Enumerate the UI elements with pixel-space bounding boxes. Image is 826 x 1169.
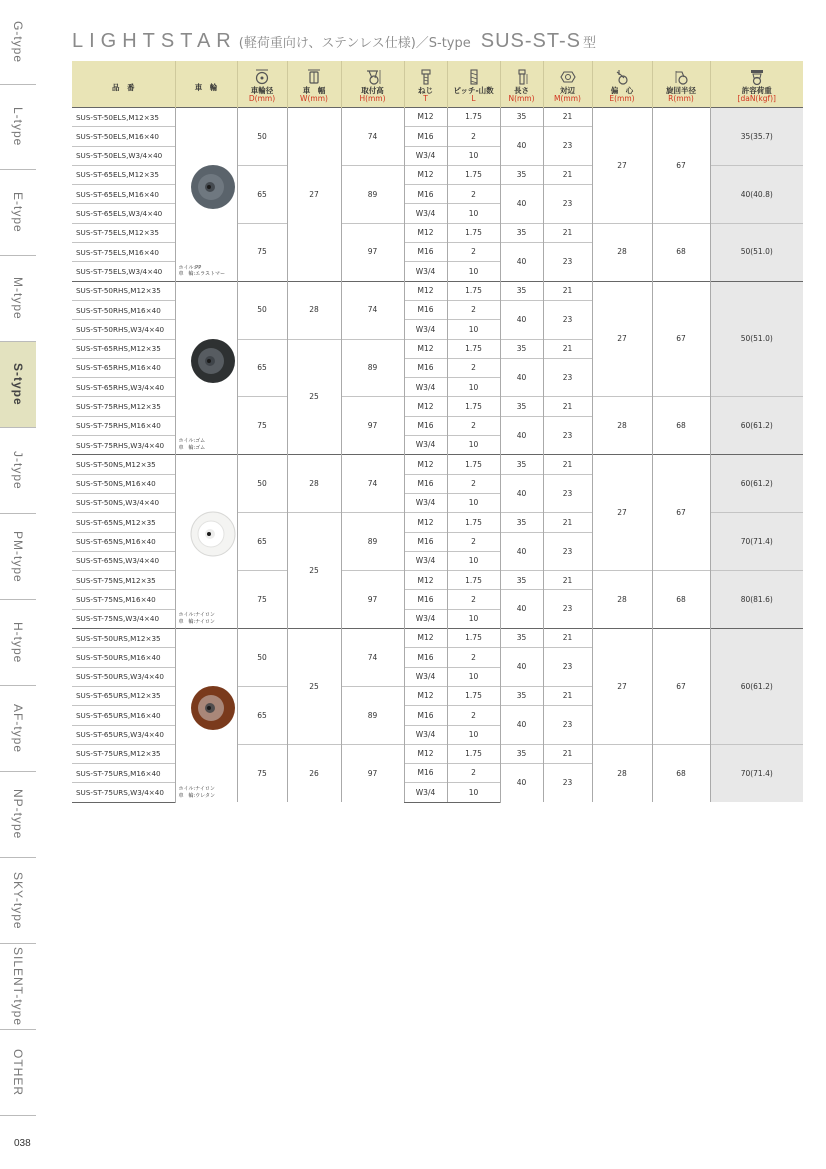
mount-height: 89 xyxy=(341,513,404,571)
part-number: SUS-ST-50URS,M12×35 xyxy=(72,629,175,648)
side-tab-l-type[interactable]: L-type xyxy=(0,85,36,170)
bolt-length-icon xyxy=(515,69,529,85)
thread-size: M16 xyxy=(404,127,447,146)
wheel-diameter: 75 xyxy=(237,571,287,629)
wheel-photo-icon xyxy=(190,511,236,557)
swivel-radius: 68 xyxy=(652,223,710,281)
thread-size: W3/4 xyxy=(404,436,447,455)
thread-pitch: 10 xyxy=(447,262,500,281)
wheel-cell xyxy=(175,281,237,455)
header-wheel: 車 輪 xyxy=(175,61,237,108)
swivel-radius: 67 xyxy=(652,629,710,745)
allowable-load: 40(40.8) xyxy=(710,165,803,223)
thread-pitch: 10 xyxy=(447,609,500,628)
thread-pitch: 1.75 xyxy=(447,455,500,474)
thread-pitch: 2 xyxy=(447,590,500,609)
thread-size: M12 xyxy=(404,513,447,532)
thread-pitch: 1.75 xyxy=(447,513,500,532)
side-tab-h-type[interactable]: H-type xyxy=(0,600,36,686)
thread-size: M12 xyxy=(404,455,447,474)
thread-size: M12 xyxy=(404,281,447,300)
header-length: 長さ N(mm) xyxy=(500,61,543,108)
title-suffix: 型 xyxy=(583,36,597,51)
bolt-length: 40 xyxy=(500,300,543,339)
across-flats: 23 xyxy=(543,127,592,166)
wheel-material xyxy=(176,786,237,802)
thread-pitch: 1.75 xyxy=(447,629,500,648)
across-flats: 21 xyxy=(543,397,592,416)
header-mount-height: 取付高 H(mm) xyxy=(341,61,404,108)
thread-size: W3/4 xyxy=(404,146,447,165)
wheel-photo-icon xyxy=(190,164,236,210)
caster-height-icon xyxy=(365,69,381,85)
allowable-load: 50(51.0) xyxy=(710,281,803,397)
across-flats: 21 xyxy=(543,223,592,242)
thread-size: M12 xyxy=(404,397,447,416)
thread-pitch: 1.75 xyxy=(447,165,500,184)
thread-pitch: 10 xyxy=(447,378,500,397)
side-tab-silent-type[interactable]: SILENT-type xyxy=(0,944,36,1030)
bolt-length: 40 xyxy=(500,706,543,745)
part-number: SUS-ST-65ELS,M12×35 xyxy=(72,165,175,184)
thread-pitch: 2 xyxy=(447,416,500,435)
bolt-length: 35 xyxy=(500,513,543,532)
header-offset: 偏 心 E(mm) xyxy=(592,61,652,108)
thread-pitch: 2 xyxy=(447,648,500,667)
wheel-diameter: 65 xyxy=(237,513,287,571)
part-number: SUS-ST-50NS,W3/4×40 xyxy=(72,493,175,512)
thread-size: M16 xyxy=(404,706,447,725)
thread-pitch: 10 xyxy=(447,551,500,570)
across-flats: 23 xyxy=(543,590,592,629)
wheel-diameter: 75 xyxy=(237,397,287,455)
bolt-length: 40 xyxy=(500,358,543,397)
header-thread: ねじ T xyxy=(404,61,447,108)
thread-size: W3/4 xyxy=(404,551,447,570)
part-number: SUS-ST-75NS,M12×35 xyxy=(72,571,175,590)
across-flats: 21 xyxy=(543,571,592,590)
thread-pitch: 1.75 xyxy=(447,339,500,358)
swivel-radius: 67 xyxy=(652,281,710,397)
wheel-diameter: 65 xyxy=(237,686,287,744)
across-flats: 23 xyxy=(543,706,592,745)
part-number: SUS-ST-50RHS,W3/4×40 xyxy=(72,320,175,339)
wheel-material-line: ホイル:PP xyxy=(178,264,202,271)
wheel-material-line: 車 輪:ウレタン xyxy=(178,792,215,799)
header-across-flats: 対辺 M(mm) xyxy=(543,61,592,108)
thread-size: M12 xyxy=(404,108,447,127)
across-flats: 21 xyxy=(543,744,592,763)
bolt-length: 35 xyxy=(500,686,543,705)
offset: 27 xyxy=(592,281,652,397)
across-flats: 23 xyxy=(543,474,592,513)
mount-height: 89 xyxy=(341,165,404,223)
side-tab-g-type[interactable]: G-type xyxy=(0,0,36,85)
part-number: SUS-ST-65URS,M16×40 xyxy=(72,706,175,725)
wheel-width: 25 xyxy=(287,339,341,455)
mount-height: 97 xyxy=(341,571,404,629)
part-number: SUS-ST-65URS,W3/4×40 xyxy=(72,725,175,744)
wheel-diameter: 50 xyxy=(237,629,287,687)
across-flats: 23 xyxy=(543,648,592,687)
thread-pitch: 2 xyxy=(447,185,500,204)
thread-size: M16 xyxy=(404,300,447,319)
side-tab-sky-type[interactable]: SKY-type xyxy=(0,858,36,944)
part-number: SUS-ST-65ELS,W3/4×40 xyxy=(72,204,175,223)
allowable-load: 70(71.4) xyxy=(710,744,803,802)
thread-pitch: 2 xyxy=(447,243,500,262)
mount-height: 74 xyxy=(341,108,404,166)
bolt-length: 35 xyxy=(500,339,543,358)
bolt-length: 35 xyxy=(500,571,543,590)
wheel-material-line: ホイル:ナイロン xyxy=(178,612,215,619)
offset: 27 xyxy=(592,629,652,745)
thread-size: W3/4 xyxy=(404,493,447,512)
swivel-radius: 68 xyxy=(652,397,710,455)
part-number: SUS-ST-75RHS,M16×40 xyxy=(72,416,175,435)
header-pitch: ピッチ-山数 L xyxy=(447,61,500,108)
thread-pitch: 1.75 xyxy=(447,281,500,300)
part-number: SUS-ST-75NS,M16×40 xyxy=(72,590,175,609)
part-number: SUS-ST-75URS,W3/4×40 xyxy=(72,783,175,802)
bolt-length: 40 xyxy=(500,185,543,224)
thread-pitch: 1.75 xyxy=(447,571,500,590)
mount-height: 89 xyxy=(341,339,404,397)
thread-pitch: 2 xyxy=(447,127,500,146)
bolt-length: 35 xyxy=(500,397,543,416)
offset: 28 xyxy=(592,223,652,281)
bolt-length: 40 xyxy=(500,416,543,455)
thread-pitch: 2 xyxy=(447,358,500,377)
thread-pitch: 1.75 xyxy=(447,397,500,416)
thread-pitch: 1.75 xyxy=(447,223,500,242)
page-number: 038 xyxy=(14,1138,31,1149)
part-number: SUS-ST-75ELS,W3/4×40 xyxy=(72,262,175,281)
thread-size: W3/4 xyxy=(404,783,447,802)
part-number: SUS-ST-50RHS,M12×35 xyxy=(72,281,175,300)
wheel-diameter-icon xyxy=(255,69,269,85)
table-row xyxy=(72,455,803,474)
allowable-load: 70(71.4) xyxy=(710,513,803,571)
thread-size: M12 xyxy=(404,571,447,590)
thread-size: M12 xyxy=(404,339,447,358)
mount-height: 89 xyxy=(341,686,404,744)
part-number: SUS-ST-65RHS,M16×40 xyxy=(72,358,175,377)
part-number: SUS-ST-75RHS,W3/4×40 xyxy=(72,436,175,455)
header-allowable-load: 許容荷重 [daN(kgf)] xyxy=(710,61,803,108)
bolt-length: 35 xyxy=(500,165,543,184)
part-number: SUS-ST-65NS,M12×35 xyxy=(72,513,175,532)
load-weight-icon xyxy=(748,69,766,85)
thread-size: M12 xyxy=(404,223,447,242)
wheel-diameter: 75 xyxy=(237,223,287,281)
mount-height: 74 xyxy=(341,281,404,339)
wheel-diameter: 50 xyxy=(237,108,287,166)
part-number: SUS-ST-75RHS,M12×35 xyxy=(72,397,175,416)
wheel-material-line: ホイル:ナイロン xyxy=(178,786,215,793)
thread-size: W3/4 xyxy=(404,204,447,223)
thread-size: M12 xyxy=(404,165,447,184)
wheel-diameter: 65 xyxy=(237,165,287,223)
allowable-load: 60(61.2) xyxy=(710,397,803,455)
side-tab-e-type[interactable]: E-type xyxy=(0,170,36,256)
offset: 27 xyxy=(592,455,652,571)
thread-size: M16 xyxy=(404,532,447,551)
wheel-photo-icon xyxy=(190,685,236,731)
table-row xyxy=(72,108,803,127)
mount-height: 74 xyxy=(341,455,404,513)
allowable-load: 50(51.0) xyxy=(710,223,803,281)
wheel-diameter: 50 xyxy=(237,281,287,339)
across-flats: 23 xyxy=(543,764,592,803)
part-number: SUS-ST-65NS,M16×40 xyxy=(72,532,175,551)
thread-size: W3/4 xyxy=(404,725,447,744)
thread-size: M16 xyxy=(404,358,447,377)
bolt-length: 40 xyxy=(500,648,543,687)
across-flats: 23 xyxy=(543,532,592,571)
hex-nut-icon xyxy=(560,69,576,85)
thread-pitch: 10 xyxy=(447,783,500,802)
spec-table-body xyxy=(72,108,803,803)
wheel-photo-icon xyxy=(190,338,236,384)
wheel-diameter: 65 xyxy=(237,339,287,397)
wheel-diameter: 50 xyxy=(237,455,287,513)
bolt-length: 35 xyxy=(500,455,543,474)
wheel-cell xyxy=(175,629,237,803)
thread-size: M16 xyxy=(404,764,447,783)
thread-pitch: 2 xyxy=(447,532,500,551)
thread-pitch: 2 xyxy=(447,764,500,783)
thread-size: W3/4 xyxy=(404,378,447,397)
part-number: SUS-ST-75URS,M16×40 xyxy=(72,764,175,783)
wheel-material xyxy=(176,438,237,454)
side-tab-other[interactable]: OTHER xyxy=(0,1030,36,1116)
table-row xyxy=(72,281,803,300)
swivel-radius: 68 xyxy=(652,571,710,629)
thread-size: M16 xyxy=(404,185,447,204)
bolt-length: 40 xyxy=(500,474,543,513)
side-tab-pm-type[interactable]: PM-type xyxy=(0,514,36,600)
mount-height: 97 xyxy=(341,744,404,802)
wheel-material-line: ホイル:ゴム xyxy=(178,438,206,445)
header-swivel-radius: 旋回半径 R(mm) xyxy=(652,61,710,108)
thread-size: W3/4 xyxy=(404,262,447,281)
allowable-load: 60(61.2) xyxy=(710,629,803,745)
wheel-width: 28 xyxy=(287,455,341,513)
thread-pitch: 10 xyxy=(447,667,500,686)
header-row xyxy=(72,61,803,108)
thread-pitch: 2 xyxy=(447,706,500,725)
thread-pitch: 10 xyxy=(447,436,500,455)
part-number: SUS-ST-50ELS,M12×35 xyxy=(72,108,175,127)
part-number: SUS-ST-50URS,M16×40 xyxy=(72,648,175,667)
wheel-width: 25 xyxy=(287,513,341,629)
title-brand: LIGHTSTAR xyxy=(72,30,237,52)
part-number: SUS-ST-75ELS,M12×35 xyxy=(72,223,175,242)
wheel-material xyxy=(176,612,237,628)
across-flats: 23 xyxy=(543,243,592,282)
thread-size: W3/4 xyxy=(404,667,447,686)
part-number: SUS-ST-65RHS,M12×35 xyxy=(72,339,175,358)
thread-size: M16 xyxy=(404,474,447,493)
side-tab-af-type[interactable]: AF-type xyxy=(0,686,36,772)
title-subtitle: (軽荷重向け、ステンレス仕様)／S-type xyxy=(238,36,471,51)
bolt-length: 40 xyxy=(500,127,543,166)
part-number: SUS-ST-50URS,W3/4×40 xyxy=(72,667,175,686)
header-width: 車 幅 W(mm) xyxy=(287,61,341,108)
bolt-length: 35 xyxy=(500,281,543,300)
swivel-radius-icon xyxy=(673,69,689,85)
swivel-radius: 67 xyxy=(652,108,710,224)
allowable-load: 35(35.7) xyxy=(710,108,803,166)
wheel-material-line: 車 輪:ゴム xyxy=(178,444,206,451)
thread-pitch: 2 xyxy=(447,300,500,319)
bolt-length: 35 xyxy=(500,629,543,648)
across-flats: 23 xyxy=(543,300,592,339)
wheel-material xyxy=(176,265,237,281)
thread-size: M12 xyxy=(404,744,447,763)
spec-table xyxy=(72,61,803,803)
part-number: SUS-ST-65ELS,M16×40 xyxy=(72,185,175,204)
offset: 28 xyxy=(592,571,652,629)
side-tab-j-type[interactable]: J-type xyxy=(0,428,36,514)
across-flats: 21 xyxy=(543,513,592,532)
bolt-length: 40 xyxy=(500,590,543,629)
bolt-length: 40 xyxy=(500,243,543,282)
across-flats: 23 xyxy=(543,416,592,455)
bolt-length: 35 xyxy=(500,108,543,127)
thread-size: M16 xyxy=(404,243,447,262)
wheel-diameter: 75 xyxy=(237,744,287,802)
across-flats: 21 xyxy=(543,108,592,127)
page-title xyxy=(72,30,596,60)
thread-size: M16 xyxy=(404,416,447,435)
swivel-radius: 68 xyxy=(652,744,710,802)
wheel-material-line: 車 輪:ナイロン xyxy=(178,618,215,625)
across-flats: 23 xyxy=(543,358,592,397)
part-number: SUS-ST-50ELS,W3/4×40 xyxy=(72,146,175,165)
part-number: SUS-ST-75URS,M12×35 xyxy=(72,744,175,763)
header-part-no: 品 番 xyxy=(72,61,175,108)
wheel-cell xyxy=(175,108,237,282)
allowable-load: 80(81.6) xyxy=(710,571,803,629)
bolt-length: 35 xyxy=(500,223,543,242)
wheel-width: 27 xyxy=(287,108,341,282)
caster-offset-icon xyxy=(615,69,629,85)
across-flats: 21 xyxy=(543,281,592,300)
thread-pitch: 1.75 xyxy=(447,744,500,763)
part-number: SUS-ST-75NS,W3/4×40 xyxy=(72,609,175,628)
part-number: SUS-ST-75ELS,M16×40 xyxy=(72,243,175,262)
across-flats: 21 xyxy=(543,339,592,358)
bolt-length: 35 xyxy=(500,744,543,763)
thread-size: W3/4 xyxy=(404,609,447,628)
bolt-length: 40 xyxy=(500,764,543,803)
thread-pitch: 2 xyxy=(447,474,500,493)
bolt-length: 40 xyxy=(500,532,543,571)
wheel-width: 25 xyxy=(287,629,341,745)
side-tab-m-type[interactable]: M-type xyxy=(0,256,36,342)
side-tab-s-type[interactable]: S-type xyxy=(0,342,36,428)
thread-pitch: 10 xyxy=(447,146,500,165)
wheel-width-icon xyxy=(307,69,321,85)
part-number: SUS-ST-65NS,W3/4×40 xyxy=(72,551,175,570)
thread-pitch: 1.75 xyxy=(447,108,500,127)
thread-pitch: 10 xyxy=(447,725,500,744)
mount-height: 97 xyxy=(341,223,404,281)
across-flats: 23 xyxy=(543,185,592,224)
header-diameter: 車輪径 D(mm) xyxy=(237,61,287,108)
screw-icon xyxy=(420,69,432,85)
thread-pitch: 10 xyxy=(447,493,500,512)
part-number: SUS-ST-50NS,M12×35 xyxy=(72,455,175,474)
thread-pitch: 10 xyxy=(447,204,500,223)
mount-height: 97 xyxy=(341,397,404,455)
offset: 27 xyxy=(592,108,652,224)
side-index-tabs xyxy=(0,0,36,1130)
across-flats: 21 xyxy=(543,629,592,648)
part-number: SUS-ST-65RHS,W3/4×40 xyxy=(72,378,175,397)
part-number: SUS-ST-50RHS,M16×40 xyxy=(72,300,175,319)
title-model: SUS-ST-S xyxy=(480,30,581,52)
thread-size: M16 xyxy=(404,590,447,609)
thread-size: M12 xyxy=(404,629,447,648)
across-flats: 21 xyxy=(543,165,592,184)
part-number: SUS-ST-50ELS,M16×40 xyxy=(72,127,175,146)
part-number: SUS-ST-65URS,M12×35 xyxy=(72,686,175,705)
wheel-width: 28 xyxy=(287,281,341,339)
table-row xyxy=(72,629,803,648)
across-flats: 21 xyxy=(543,686,592,705)
wheel-width: 26 xyxy=(287,744,341,802)
offset: 28 xyxy=(592,744,652,802)
thread-pitch: 1.75 xyxy=(447,686,500,705)
mount-height: 74 xyxy=(341,629,404,687)
offset: 28 xyxy=(592,397,652,455)
wheel-material-line: 車 輪:エラストマー xyxy=(178,271,226,278)
wheel-cell xyxy=(175,455,237,629)
swivel-radius: 67 xyxy=(652,455,710,571)
thread-pitch-icon xyxy=(468,69,480,85)
thread-size: M16 xyxy=(404,648,447,667)
allowable-load: 60(61.2) xyxy=(710,455,803,513)
side-tab-np-type[interactable]: NP-type xyxy=(0,772,36,858)
across-flats: 21 xyxy=(543,455,592,474)
thread-size: M12 xyxy=(404,686,447,705)
part-number: SUS-ST-50NS,M16×40 xyxy=(72,474,175,493)
thread-size: W3/4 xyxy=(404,320,447,339)
thread-pitch: 10 xyxy=(447,320,500,339)
